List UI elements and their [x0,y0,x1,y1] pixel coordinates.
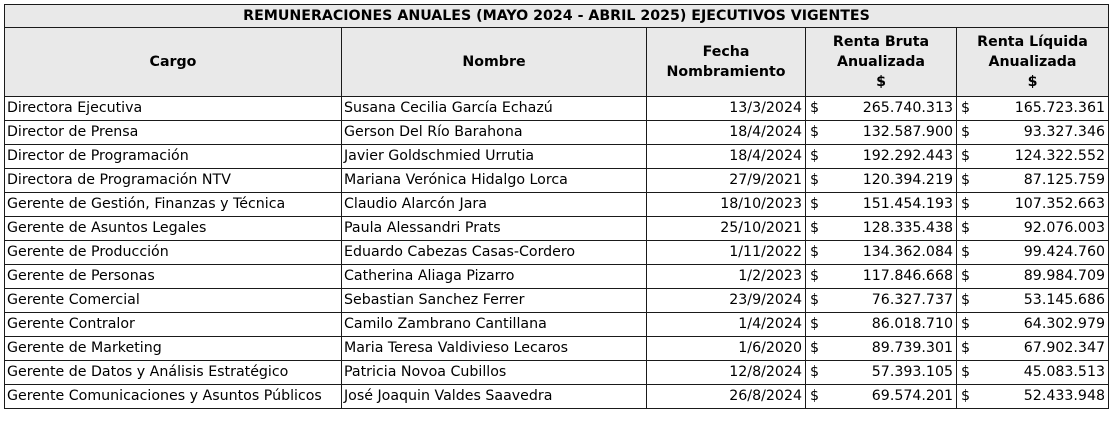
cell-fecha: 18/10/2023 [647,193,806,217]
cell-liquida-amount: 124.322.552 [979,145,1109,169]
header-cargo: Cargo [5,28,342,97]
cell-cargo: Gerente de Gestión, Finanzas y Técnica [5,193,342,217]
header-liquida-line3: $ [1027,74,1038,90]
cell-cargo: Directora Ejecutiva [5,97,342,121]
table-row [5,361,1109,385]
header-fecha-line2: Nombramiento [666,64,786,80]
cell-nombre: Javier Goldschmied Urrutia [342,145,647,169]
cell-bruta-amount: 76.327.737 [828,289,957,313]
cell-bruta-currency: $ [806,337,828,361]
cell-fecha: 1/11/2022 [647,241,806,265]
cell-bruta-amount: 57.393.105 [828,361,957,385]
cell-bruta-currency: $ [806,385,828,409]
cell-bruta-currency: $ [806,289,828,313]
cell-liquida-currency: $ [957,265,979,289]
cell-bruta-currency: $ [806,217,828,241]
cell-bruta-amount: 128.335.438 [828,217,957,241]
cell-liquida-currency: $ [957,97,979,121]
cell-fecha: 18/4/2024 [647,121,806,145]
cell-liquida-currency: $ [957,337,979,361]
table-row [5,193,1109,217]
header-liquida-line2: Anualizada [988,54,1077,70]
cell-nombre: Eduardo Cabezas Casas-Cordero [342,241,647,265]
cell-liquida-amount: 93.327.346 [979,121,1109,145]
cell-liquida-amount: 45.083.513 [979,361,1109,385]
cell-cargo: Director de Programación [5,145,342,169]
cell-liquida-currency: $ [957,313,979,337]
cell-bruta-amount: 69.574.201 [828,385,957,409]
cell-liquida-amount: 64.302.979 [979,313,1109,337]
cell-liquida-amount: 107.352.663 [979,193,1109,217]
cell-fecha: 23/9/2024 [647,289,806,313]
cell-cargo: Gerente Comercial [5,289,342,313]
cell-liquida-amount: 92.076.003 [979,217,1109,241]
cell-nombre: Susana Cecilia García Echazú [342,97,647,121]
cell-cargo: Directora de Programación NTV [5,169,342,193]
cell-bruta-currency: $ [806,97,828,121]
table-row [5,145,1109,169]
table-title: REMUNERACIONES ANUALES (MAYO 2024 - ABRIL 2025) EJECUTIVOS VIGENTES [5,5,1109,28]
cell-bruta-currency: $ [806,169,828,193]
cell-nombre: José Joaquin Valdes Saavedra [342,385,647,409]
cell-cargo: Gerente de Asuntos Legales [5,217,342,241]
cell-fecha: 1/4/2024 [647,313,806,337]
cell-liquida-amount: 89.984.709 [979,265,1109,289]
cell-fecha: 27/9/2021 [647,169,806,193]
header-bruta-line3: $ [876,74,886,90]
header-renta-bruta [806,28,957,97]
table-row [5,217,1109,241]
cell-liquida-currency: $ [957,217,979,241]
header-fecha [647,28,806,97]
cell-fecha: 1/6/2020 [647,337,806,361]
table-row [5,313,1109,337]
cell-nombre: Paula Alessandri Prats [342,217,647,241]
header-liquida-line1: Renta Líquida [977,34,1088,50]
cell-cargo: Gerente de Datos y Análisis Estratégico [5,361,342,385]
table-title-row [5,5,1109,28]
remuneraciones-table [4,4,1109,409]
header-fecha-line1: Fecha [702,44,750,60]
cell-bruta-currency: $ [806,313,828,337]
cell-fecha: 25/10/2021 [647,217,806,241]
cell-fecha: 18/4/2024 [647,145,806,169]
cell-liquida-currency: $ [957,121,979,145]
cell-cargo: Gerente de Producción [5,241,342,265]
header-bruta-line2: Anualizada [836,54,926,70]
table-row [5,121,1109,145]
cell-bruta-amount: 151.454.193 [828,193,957,217]
cell-cargo: Gerente de Personas [5,265,342,289]
cell-bruta-currency: $ [806,193,828,217]
cell-nombre: Gerson Del Río Barahona [342,121,647,145]
table-row [5,337,1109,361]
cell-bruta-amount: 265.740.313 [828,97,957,121]
cell-bruta-amount: 134.362.084 [828,241,957,265]
cell-bruta-amount: 192.292.443 [828,145,957,169]
cell-bruta-currency: $ [806,265,828,289]
cell-bruta-currency: $ [806,145,828,169]
cell-liquida-amount: 165.723.361 [979,97,1109,121]
cell-liquida-currency: $ [957,169,979,193]
cell-cargo: Gerente Comunicaciones y Asuntos Públicos [5,385,342,409]
cell-fecha: 12/8/2024 [647,361,806,385]
cell-nombre: Mariana Verónica Hidalgo Lorca [342,169,647,193]
cell-fecha: 1/2/2023 [647,265,806,289]
table-row [5,385,1109,409]
cell-fecha: 13/3/2024 [647,97,806,121]
cell-bruta-currency: $ [806,361,828,385]
header-bruta-line1: Renta Bruta [832,34,930,50]
cell-liquida-amount: 87.125.759 [979,169,1109,193]
cell-liquida-amount: 52.433.948 [979,385,1109,409]
cell-cargo: Gerente de Marketing [5,337,342,361]
cell-bruta-currency: $ [806,121,828,145]
table-row [5,289,1109,313]
table-row [5,97,1109,121]
cell-bruta-currency: $ [806,241,828,265]
cell-bruta-amount: 117.846.668 [828,265,957,289]
cell-nombre: Claudio Alarcón Jara [342,193,647,217]
cell-cargo: Gerente Contralor [5,313,342,337]
cell-bruta-amount: 86.018.710 [828,313,957,337]
cell-nombre: Patricia Novoa Cubillos [342,361,647,385]
header-nombre: Nombre [342,28,647,97]
cell-cargo: Director de Prensa [5,121,342,145]
cell-liquida-amount: 67.902.347 [979,337,1109,361]
cell-nombre: Camilo Zambrano Cantillana [342,313,647,337]
cell-fecha: 26/8/2024 [647,385,806,409]
cell-nombre: Catherina Aliaga Pizarro [342,265,647,289]
cell-liquida-amount: 53.145.686 [979,289,1109,313]
cell-bruta-amount: 132.587.900 [828,121,957,145]
cell-liquida-currency: $ [957,145,979,169]
table-header-row [5,28,1109,97]
cell-liquida-currency: $ [957,361,979,385]
cell-liquida-currency: $ [957,193,979,217]
cell-liquida-currency: $ [957,241,979,265]
table-row [5,265,1109,289]
cell-liquida-amount: 99.424.760 [979,241,1109,265]
cell-liquida-currency: $ [957,385,979,409]
table-row [5,241,1109,265]
cell-bruta-amount: 89.739.301 [828,337,957,361]
cell-nombre: Maria Teresa Valdivieso Lecaros [342,337,647,361]
cell-nombre: Sebastian Sanchez Ferrer [342,289,647,313]
table-row [5,169,1109,193]
cell-bruta-amount: 120.394.219 [828,169,957,193]
cell-liquida-currency: $ [957,289,979,313]
header-renta-liquida [957,28,1109,97]
